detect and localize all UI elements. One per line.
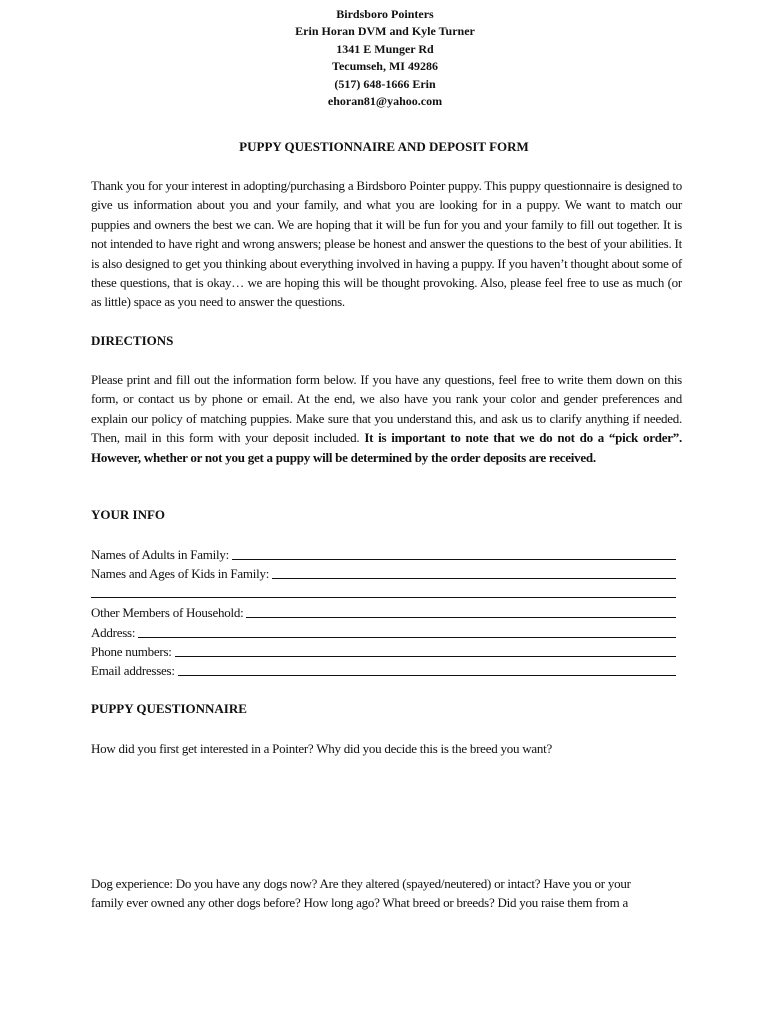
field-label: Phone numbers: — [91, 643, 172, 659]
address-field[interactable] — [91, 623, 676, 642]
field-label: Names and Ages of Kids in Family: — [91, 566, 270, 582]
question-text-line-1: Dog experience: Do you have any dogs now? Are they altered (spayed/neutered) or intact? Have you or your — [91, 876, 631, 891]
your-info-heading: YOUR INFO — [91, 507, 166, 522]
fill-line — [178, 663, 676, 676]
email-address: ehoran81@yahoo.com — [327, 94, 443, 109]
fill-line — [232, 547, 676, 560]
city-state-zip: Tecumseh, MI 49286 — [332, 59, 438, 74]
street-address: 1341 E Munger Rd — [336, 41, 434, 56]
kennel-name: Birdsboro Pointers — [336, 7, 434, 21]
question-interest-in-pointer — [91, 739, 682, 758]
fill-line — [91, 585, 676, 598]
household-members-field[interactable] — [91, 603, 676, 622]
kids-field-continued[interactable] — [91, 584, 676, 603]
directions-paragraph — [91, 370, 682, 467]
fill-line — [175, 644, 676, 657]
fill-line — [138, 625, 676, 638]
question-text-line-2: family ever owned any other dogs before? How long ago? What breed or breeds? Did you raise them from a — [91, 895, 629, 911]
intro-paragraph: Thank you for your interest in adopting/purchasing a Birdsboro Pointer puppy. This puppy questionnaire is designed to give us information about you and your family, and what you are looking for in a puppy. We want to match our puppies and owners the best we can. We are hoping that it will be fun for you and your family to fill out together. It is not intended to have right and wrong answers; please be honest and answer the questions to the best of your abilities. It is also designed to get you thinking about everything involved in having a puppy. If you haven’t thought about some of these questions, that is okay… we are hoping this will be thought provoking. Also, please feel free to use as much (or as little) space as you need to answer the questions. — [91, 178, 682, 310]
adults-field[interactable] — [91, 545, 676, 564]
question-text: How did you first get interested in a Pointer? Why did you decide this is the breed you want? — [91, 741, 553, 756]
owner-names: Erin Horan DVM and Kyle Turner — [295, 24, 475, 39]
field-label: Other Members of Household: — [91, 605, 244, 621]
form-title: PUPPY QUESTIONNAIRE AND DEPOSIT FORM — [239, 139, 529, 154]
directions-text: Please print and fill out the information form below. If you have any questions, feel free to write them down on this form, or contact us by phone or email. At the end, we also have you rank your color and gender preferences and explain our policy of matching puppies. Make sure that you understand this, and ask us to clarify anything if needed. Then, mail in this form with your deposit included. — [91, 372, 682, 446]
directions-heading: DIRECTIONS — [91, 333, 174, 348]
kennel-contact-header — [0, 6, 770, 110]
fill-line — [246, 605, 676, 618]
puppy-questionnaire-heading: PUPPY QUESTIONNAIRE — [91, 701, 247, 716]
field-label: Email addresses: — [91, 663, 175, 679]
field-label: Address: — [91, 624, 136, 640]
kids-field[interactable] — [91, 564, 676, 583]
phone-number: (517) 648-1666 Erin — [334, 76, 436, 91]
directions-important-note: It is important to note that we do not do a “pick order”. However, whether or not you get a puppy will be determined by the order deposits are received. — [91, 430, 682, 465]
email-field[interactable] — [91, 661, 676, 680]
question-dog-experience — [91, 874, 682, 913]
fill-line — [272, 566, 676, 579]
your-info-fields — [91, 545, 676, 681]
phone-field[interactable] — [91, 642, 676, 661]
field-label: Names of Adults in Family: — [91, 547, 229, 562]
